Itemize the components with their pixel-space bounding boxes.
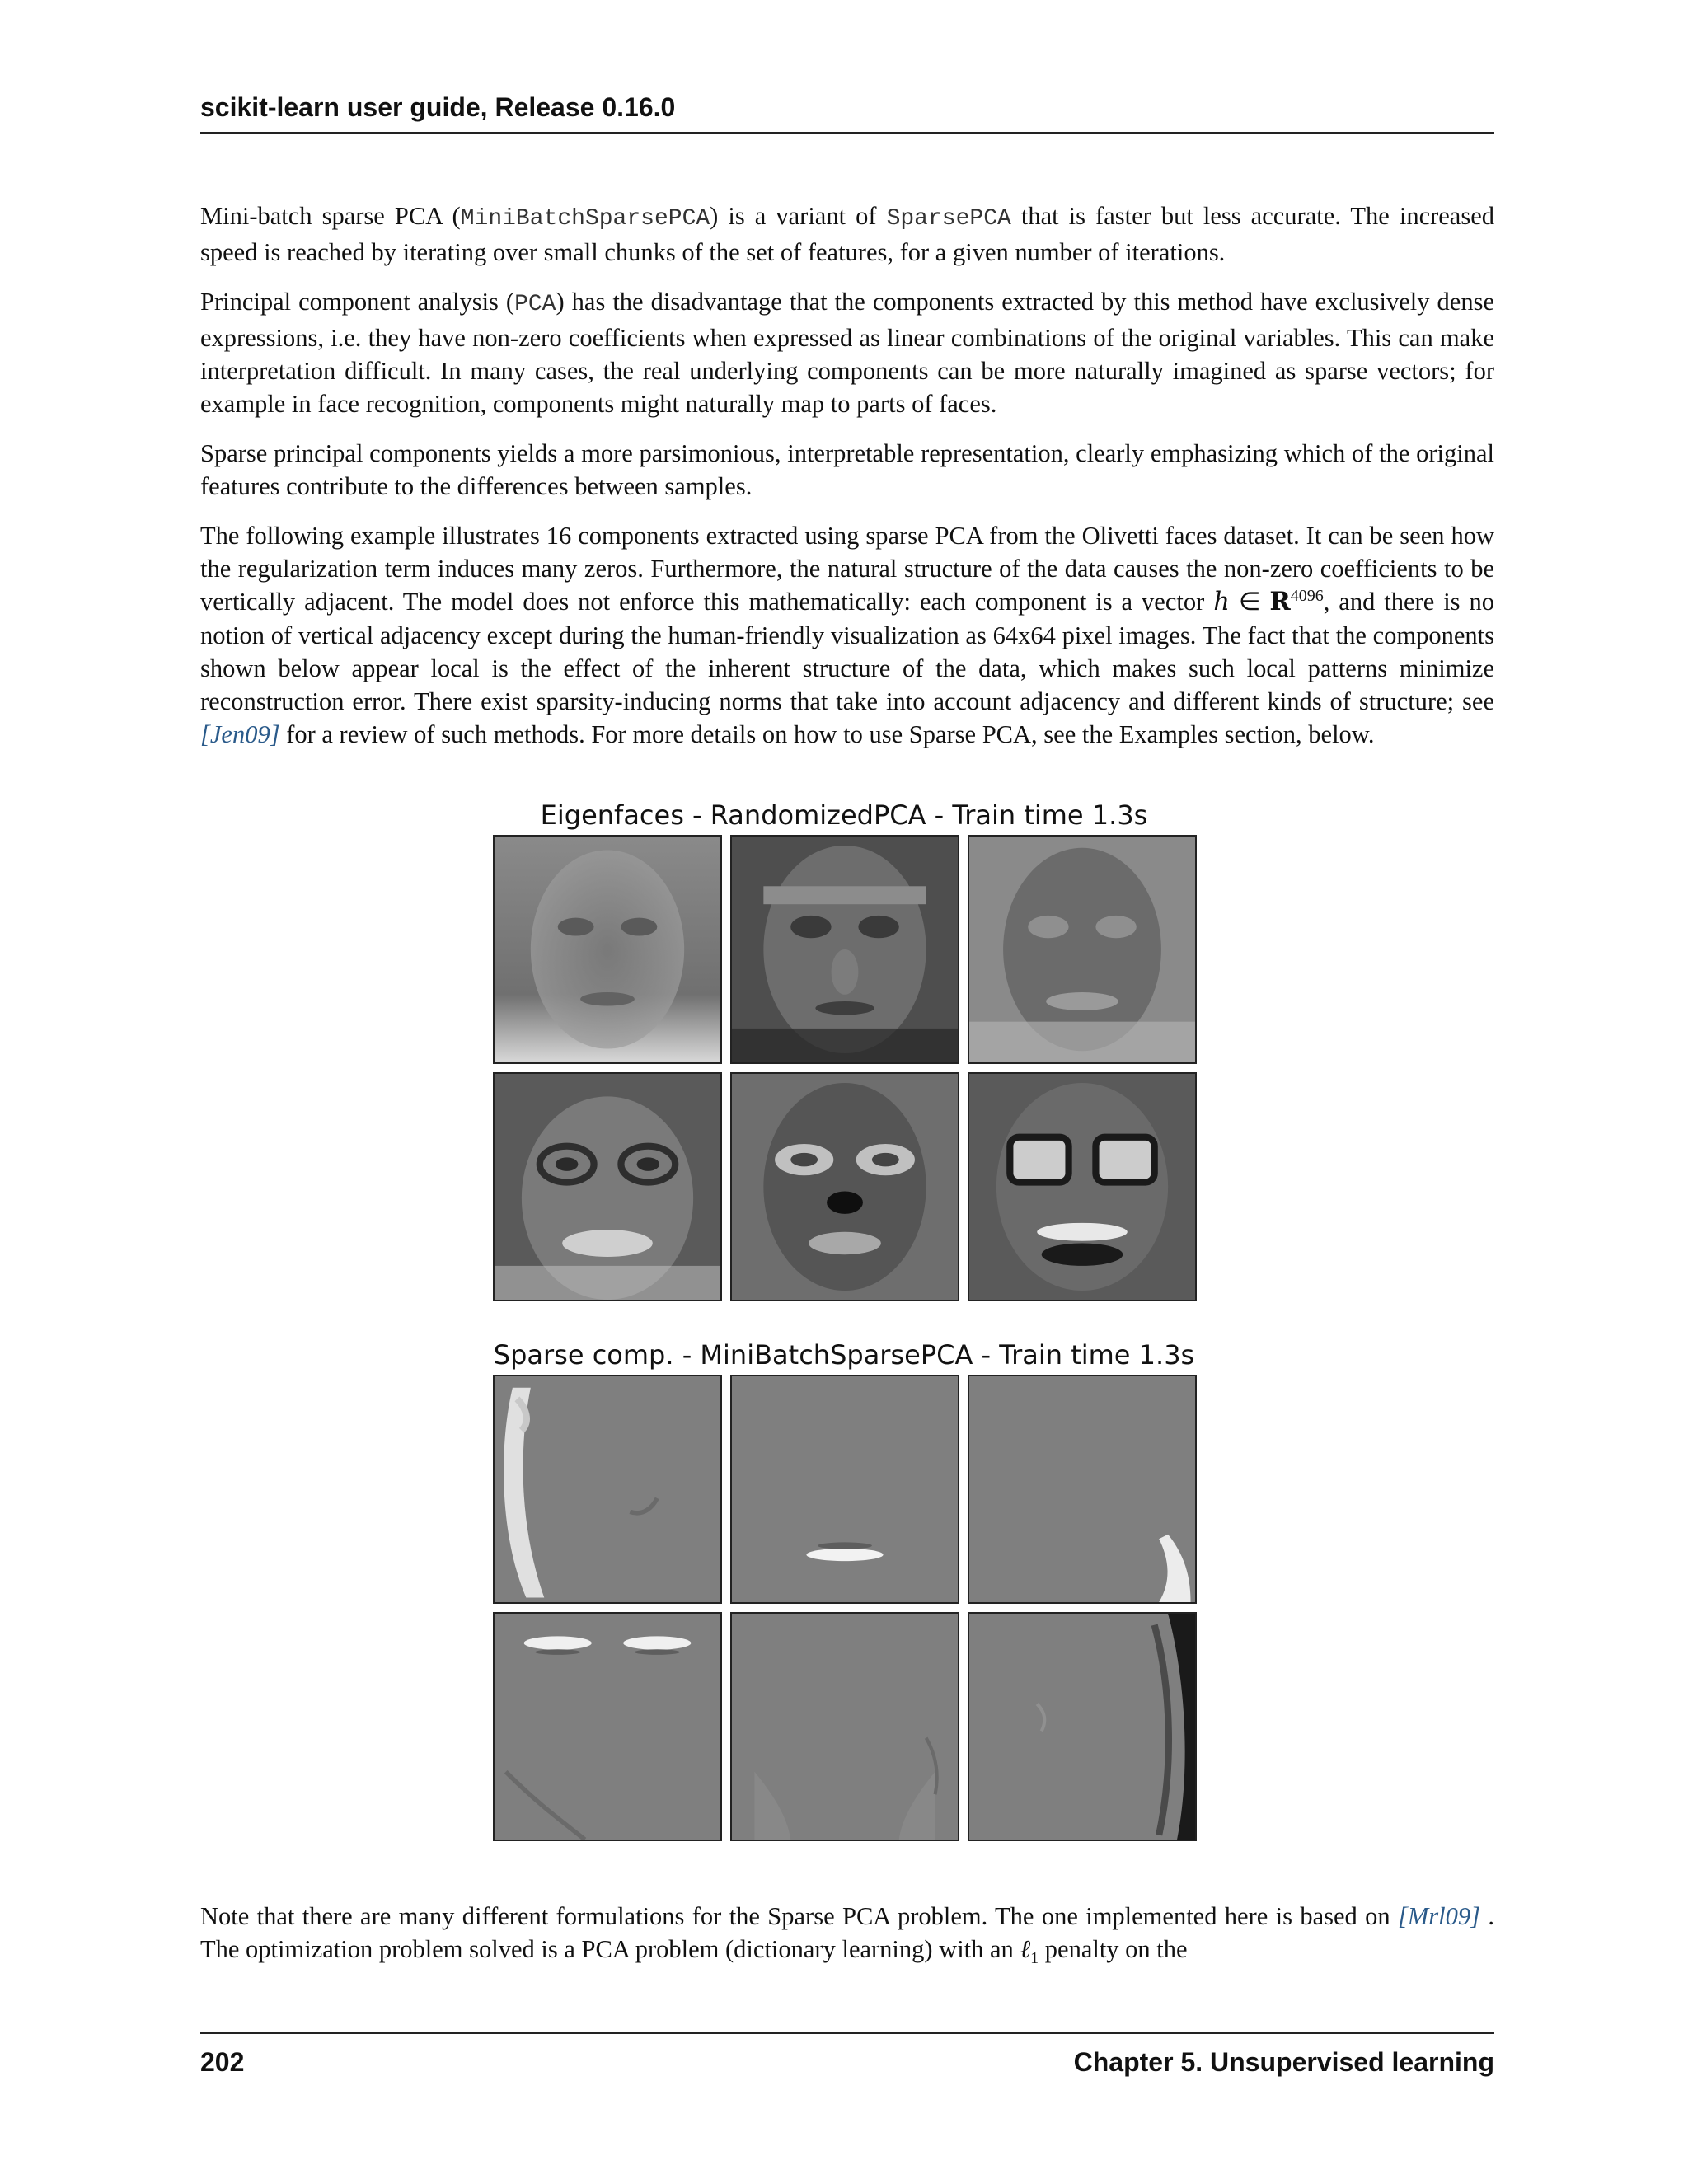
- eigenface-image: [730, 835, 959, 1064]
- code-pca: PCA: [514, 292, 556, 317]
- sparse-component-image: [730, 1375, 959, 1604]
- code-sparsepca: SparsePCA: [886, 206, 1011, 232]
- sparse-component-image: [968, 1375, 1197, 1604]
- eigenface-image: [968, 1072, 1197, 1301]
- paragraph-2: Principal component analysis (PCA) has the disadvantage that the components extracted by this method have exclusively dense expressions, i.e. they have non-zero coefficients when expressed as linear combinations of the original variables. This can make interpretation difficult. In many cases, the real underlying components can be more naturally imagined as sparse vectors; for example in face recognition, components might naturally map to parts of faces.: [200, 288, 1494, 418]
- paragraph-5: Note that there are many different formulations for the Sparse PCA problem. The one implemented here is based on [Mrl09] . The optimization problem solved is a PCA problem (dictionary learning) with an ℓ$_1$ penalty on the: [200, 1902, 1494, 1968]
- code-minibatchsparsepca: MiniBatchSparsePCA: [460, 206, 710, 232]
- body-text: [200, 199, 1494, 767]
- eigenface-image: [968, 835, 1197, 1064]
- paragraph-1: Mini-batch sparse PCA (MiniBatchSparsePCA) is a variant of SparsePCA that is faster but less accurate. The increased speed is reached by iterating over small chunks of the set of features, for a given number of iterations.: [200, 202, 1494, 266]
- sparse-component-image: [730, 1612, 959, 1841]
- math-subscript: 1: [1030, 1949, 1039, 1968]
- math-R: R: [1269, 587, 1291, 616]
- bottom-text: [200, 1900, 1494, 1966]
- paragraph-3: Sparse principal components yields a more parsimonious, interpretable representation, clearly emphasizing which of the original features contribute to the differences between samples.: [200, 439, 1494, 500]
- page-header: [200, 92, 1494, 134]
- eigenface-image: [493, 835, 722, 1064]
- math-h: h: [1213, 588, 1230, 616]
- math-ell: ℓ: [1020, 1935, 1031, 1964]
- paragraph-4: The following example illustrates 16 components extracted using sparse PCA from the Olivetti faces dataset. It can be seen how the regularization term induces many zeros. Furthermore, the natural structure of the data causes the non-zero coefficients to be vertically adjacent. The model does not enforce this mathematically: each component is a vector h ∈ $R^{4096}$, and there is no notion of vertical adjacency except during the human-friendly visualization as 64x64 pixel images. The fact that the components shown below appear local is the effect of the inherent structure of the data, which makes such local patterns minimize reconstruction error. There exist sparsity-inducing norms that take into account adjacency and different kinds of structure; see [Jen09] for a review of such methods. For more details on how to use Sparse PCA, see the Examples section, below.: [200, 522, 1494, 748]
- sparse-component-image: [493, 1375, 722, 1604]
- chapter-title: Chapter 5. Unsupervised learning: [1073, 2047, 1494, 2077]
- sparse-component-image: [968, 1612, 1197, 1841]
- citation-mrl09-link[interactable]: [Mrl09]: [1398, 1902, 1481, 1930]
- sparse-components-grid: [493, 1375, 1197, 1841]
- page-number: 202: [200, 2047, 245, 2077]
- eigenface-image: [730, 1072, 959, 1301]
- eigenface-image: [493, 1072, 722, 1301]
- sparse-component-image: [493, 1612, 722, 1841]
- citation-jen09-link[interactable]: [Jen09]: [200, 720, 280, 748]
- page-footer: [200, 2032, 1494, 2075]
- eigenfaces-grid: [493, 835, 1197, 1301]
- math-exponent: 4096: [1290, 586, 1324, 605]
- sparse-figure-title: Sparse comp. - MiniBatchSparsePCA - Train time 1.3s: [493, 1339, 1195, 1371]
- header-title: scikit-learn user guide, Release 0.16.0: [200, 92, 676, 122]
- eigenfaces-figure-title: Eigenfaces - RandomizedPCA - Train time 1.3s: [540, 799, 1148, 831]
